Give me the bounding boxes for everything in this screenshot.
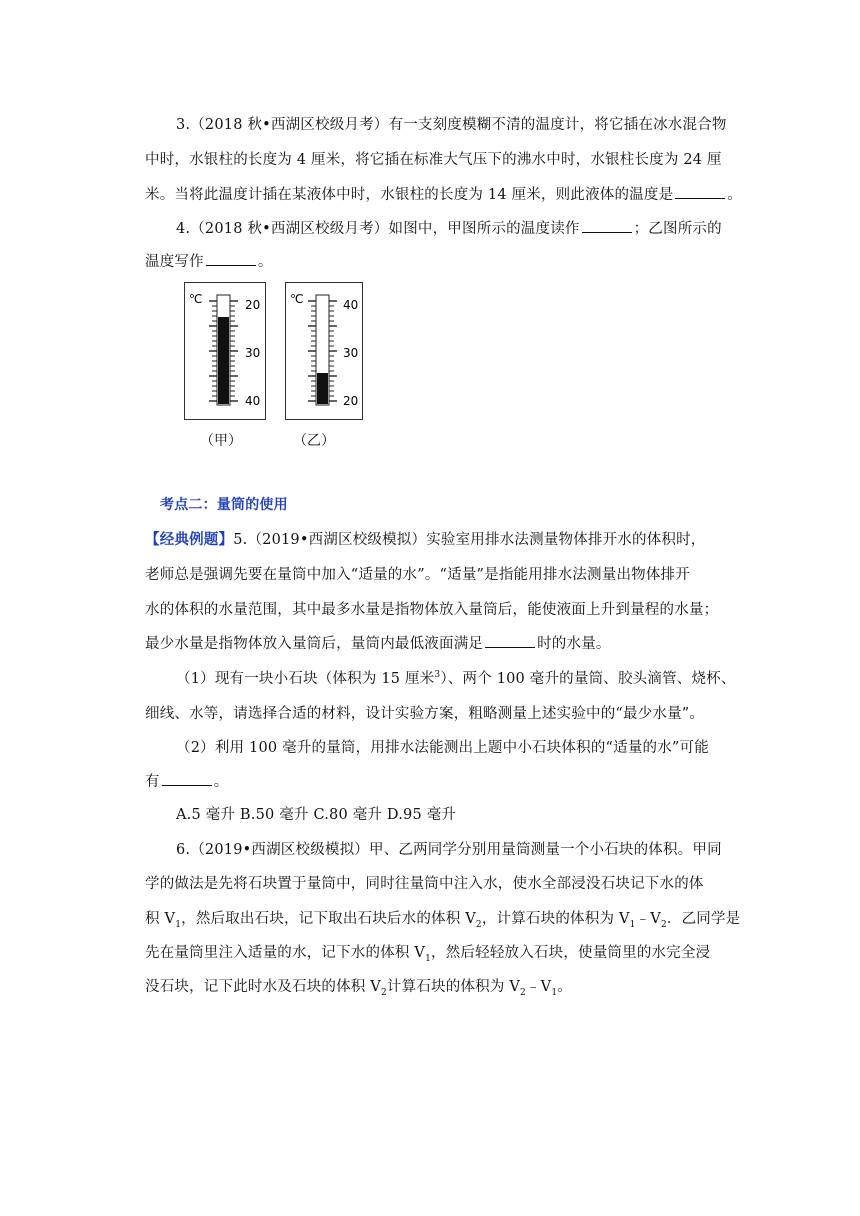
tick-label-bottom: 20 xyxy=(343,394,359,408)
tick-label-bottom: 40 xyxy=(245,394,261,408)
q3-line-3: 米。当将此温度计插在某液体中时，水银柱的长度为 14 厘米，则此液体的温度是 。 xyxy=(145,187,742,203)
q5-line-2: 老师总是强调先要在量筒中加入“适量的水”。“适量”是指能用排水法测量出物体排开 xyxy=(145,567,690,583)
tick-label-top: 40 xyxy=(343,298,359,312)
q5-line-4: 最少水量是指物体放入量筒后，量筒内最低液面满足 时的水量。 xyxy=(145,636,611,652)
q5-part2-line-2: 有 。 xyxy=(145,774,229,790)
tick-label-top: 20 xyxy=(245,298,261,312)
thermometer-jia-svg xyxy=(185,283,265,419)
q5-part2-line-1: （2）利用 100 毫升的量筒，用排水法能测出上题中小石块体积的“适量的水”可能 xyxy=(176,740,709,756)
q5-part1-line-2: 细线、水等，请选择合适的材料，设计实验方案，粗略测量上述实验中的“最少水量”。 xyxy=(145,706,705,722)
answer-blank[interactable] xyxy=(485,635,535,648)
q4-line-1: 4.（2018 秋•西湖区校级月考）如图中，甲图所示的温度读作 ；乙图所示的 xyxy=(176,221,722,237)
answer-blank[interactable] xyxy=(206,253,256,266)
q3-line-2: 中时，水银柱的长度为 4 厘米，将它插在标准大气压下的沸水中时，水银柱长度为 24 厘 xyxy=(145,152,722,168)
q5-line-1: 【经典例题】5.（2019•西湖区校级模拟）实验室用排水法测量物体排开水的体积时， xyxy=(145,531,706,548)
q5-part1-line-1: （1）现有一块小石块（体积为 15 厘米$^3$）、两个 100 毫升的量筒、胶头滴管、烧杯、 xyxy=(176,670,736,687)
unit-label: ℃ xyxy=(189,292,203,306)
mercury-column xyxy=(218,317,229,404)
mercury-column xyxy=(317,373,328,404)
thermometer-yi xyxy=(285,282,363,420)
q6-line-3: 积 $V_1$，然后取出石块，记下取出石块后水的体积 $V_2$，计算石块的体积为 $V_1﹣V_2$．乙同学是 xyxy=(145,911,741,930)
q4-line-2: 温度写作 。 xyxy=(145,254,273,270)
unit-label: ℃ xyxy=(290,292,304,306)
figure-label-jia: （甲） xyxy=(200,433,242,449)
q6-line-1: 6.（2019•西湖区校级模拟）甲、乙两同学分别用量筒测量一个小石块的体积。甲同 xyxy=(176,842,722,858)
q5-line-3: 水的体积的水量范围，其中最多水量是指物体放入量筒后，能使液面上升到量程的水量； xyxy=(145,602,719,618)
thermometer-jia xyxy=(184,282,266,420)
q3-line-1: 3.（2018 秋•西湖区校级月考）有一支刻度模糊不清的温度计，将它插在冰水混合物 xyxy=(176,117,727,133)
example-tag: 【经典例题】 xyxy=(145,531,234,548)
answer-blank[interactable] xyxy=(675,186,725,199)
section-heading: 考点二：量筒的使用 xyxy=(160,497,288,513)
q6-line-4: 先在量筒里注入适量的水，记下水的体积 $V_1$，然后轻轻放入石块，使量筒里的水完全浸 xyxy=(145,945,711,964)
tick-label-mid: 30 xyxy=(343,346,359,360)
q6-line-5: 没石块，记下此时水及石块的体积 $V_2$计算石块的体积为 $V_2﹣V_1$。 xyxy=(145,979,572,998)
thermometer-yi-svg xyxy=(286,283,362,419)
tick-label-mid: 30 xyxy=(245,346,261,360)
answer-blank[interactable] xyxy=(582,220,632,233)
answer-blank[interactable] xyxy=(162,773,212,786)
q6-line-2: 学的做法是先将石块置于量筒中，同时往量筒中注入水，使水全部浸没石块记下水的体 xyxy=(145,876,704,892)
figure-label-yi: （乙） xyxy=(293,433,335,449)
q5-options: A.5 毫升 B.50 毫升 C.80 毫升 D.95 毫升 xyxy=(176,807,457,823)
